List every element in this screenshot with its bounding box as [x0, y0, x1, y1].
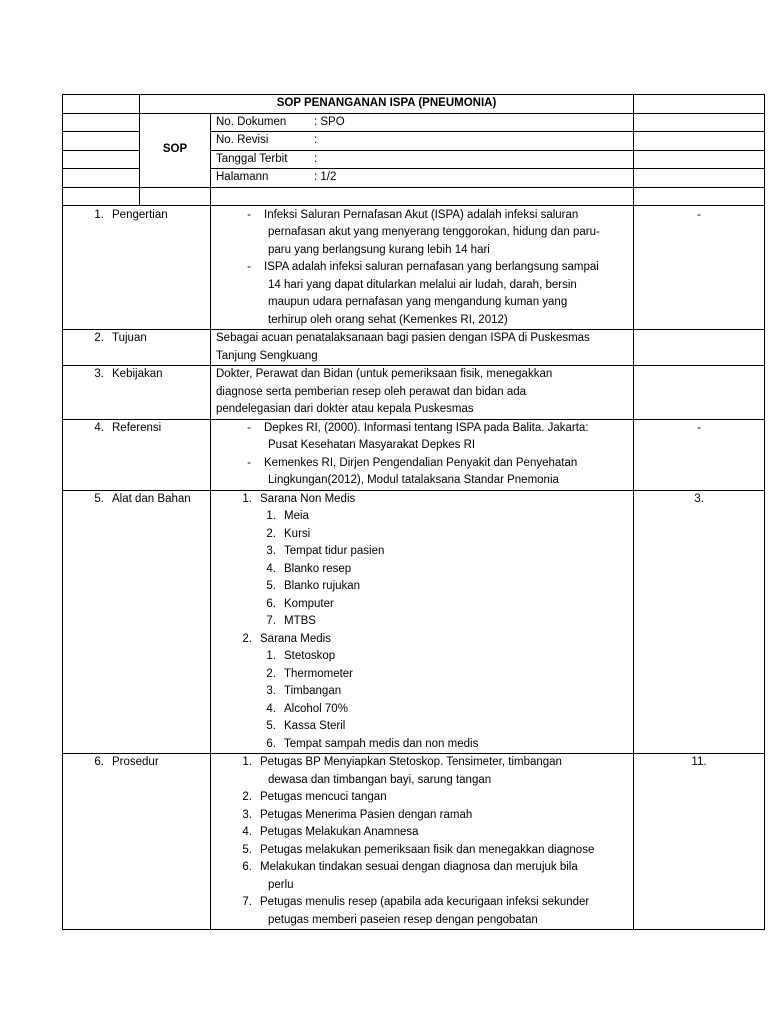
doc-info-row	[63, 113, 765, 132]
section-right-note	[634, 330, 765, 366]
section-right-note	[634, 366, 765, 420]
list-item: 5. Petugas melakukan pemeriksaan fisik dan menegakkan diagnose	[242, 843, 595, 856]
section-label: 6. Prosedur	[63, 754, 211, 930]
list-item: 1. Petugas BP Menyiapkan Stetoskop. Tensimeter, timbangan	[242, 756, 562, 768]
list-item: 4. Blanko resep	[266, 562, 352, 575]
section-content	[211, 490, 634, 754]
section-prosedur	[63, 754, 765, 930]
list-item: 5. Kassa Steril	[266, 720, 346, 732]
section-kebijakan	[63, 366, 765, 420]
section-right-note: -	[634, 205, 765, 330]
section-label: 4. Referensi	[63, 419, 211, 490]
list-item: 3. Timbangan	[266, 685, 342, 697]
section-label: 1. Pengertian	[63, 205, 211, 330]
sop-table	[62, 94, 765, 930]
list-item: 1. Stetoskop	[266, 650, 336, 662]
section-content: 1. Petugas BP Menyiapkan Stetoskop. Tensimeter, timbangan dewasa dan timbangan bayi, sarung tangan 2. Petugas mencuci tangan 3. Petugas Menerima Pasien dengan ramah 4. Petugas Melakukan Anamnesa 5. Petugas melakukan pemeriksaan fisik dan menegakkan diagnose 6. Melakukan tindakan sesuai dengan diagnosa dan merujuk bila perlu 7. Petugas menulis resep (apabila ada kecurigaan infeksi sekunder petugas memberi paseien resep dengan pengobatan	[211, 754, 634, 930]
section-tujuan	[63, 330, 765, 366]
doc-info-revision: No. Revisi :	[211, 132, 634, 151]
section-content: Sebagai acuan penatalaksanaan bagi pasien dengan ISPA di Puskesmas Tanjung Sengkuang	[211, 330, 634, 366]
title-row	[63, 95, 765, 114]
list-item: 3. Tempat tidur pasien	[266, 545, 385, 557]
section-pengertian	[63, 205, 765, 330]
doc-info-page: Halamann : 1/2	[211, 169, 634, 188]
section-right-note: 3.	[634, 490, 765, 754]
list-item: 6. Komputer	[266, 597, 334, 610]
section-label: 3. Kebijakan	[63, 366, 211, 420]
section-referensi	[63, 419, 765, 490]
group-title: 1. Sarana Non Medis	[242, 492, 356, 505]
list-item: 6. Tempat sampah medis dan non medis	[266, 737, 479, 750]
section-alat-bahan	[63, 490, 765, 754]
list-item: 7. Petugas menulis resep (apabila ada kecurigaan infeksi sekunder	[242, 896, 590, 908]
list-item: 4. Petugas Melakukan Anamnesa	[242, 826, 419, 838]
list-item: 2. Kursi	[266, 527, 311, 540]
document-title: SOP PENANGANAN ISPA (PNEUMONIA)	[140, 95, 634, 114]
section-content: - Depkes RI, (2000). Informasi tentang ISPA pada Balita. Jakarta: Pusat Kesehatan Masyarakat Depkes RI - Kemenkes RI, Dirjen Pengendalian Penyakit dan Penyehatan Lingkungan(2012), Modul tatalaksana Standar Pnemonia	[211, 419, 634, 490]
list-item: 6. Melakukan tindakan sesuai dengan diagnosa dan merujuk bila	[242, 861, 578, 873]
section-content: Dokter, Perawat dan Bidan (untuk pemeriksaan fisik, menegakkan diagnose serta pemberian resep oleh perawat dan bidan ada pendelegasian dari dokter atau kepala Puskesmas	[211, 366, 634, 420]
section-right-note: -	[634, 419, 765, 490]
list-item: 2. Thermometer	[266, 667, 354, 680]
spacer-row	[63, 187, 765, 205]
section-content: - Infeksi Saluran Pernafasan Akut (ISPA) adalah infeksi saluran pernafasan akut yang menyerang tenggorokan, hidung dan paru- paru yang berlangsung kurang lebih 14 hari - ISPA adalah infeksi saluran pernafasan yang berlangsung sampai 14 hari yang dapat ditularkan melalui air ludah, darah, bersin maupun udara pernafasan yang mengandung kuman yang terhirup oleh orang sehat (Kemenkes RI, 2012)	[211, 205, 634, 330]
group-title: 2. Sarana Medis	[242, 632, 331, 645]
section-label: 2. Tujuan	[63, 330, 211, 366]
doc-info-number: No. Dokumen : SPO	[211, 113, 634, 132]
list-item: 2. Petugas mencuci tangan	[242, 791, 387, 803]
doc-info-date: Tanggal Terbit :	[211, 150, 634, 169]
sop-label: SOP	[140, 113, 211, 187]
section-label: 5. Alat dan Bahan	[63, 490, 211, 754]
list-item: 1. Meia	[266, 510, 309, 522]
list-item: 4. Alcohol 70%	[266, 702, 348, 715]
list-item: 3. Petugas Menerima Pasien dengan ramah	[242, 808, 473, 821]
list-item: 5. Blanko rujukan	[266, 580, 361, 592]
section-right-note: 11.	[634, 754, 765, 930]
list-item: 7. MTBS	[266, 615, 316, 627]
